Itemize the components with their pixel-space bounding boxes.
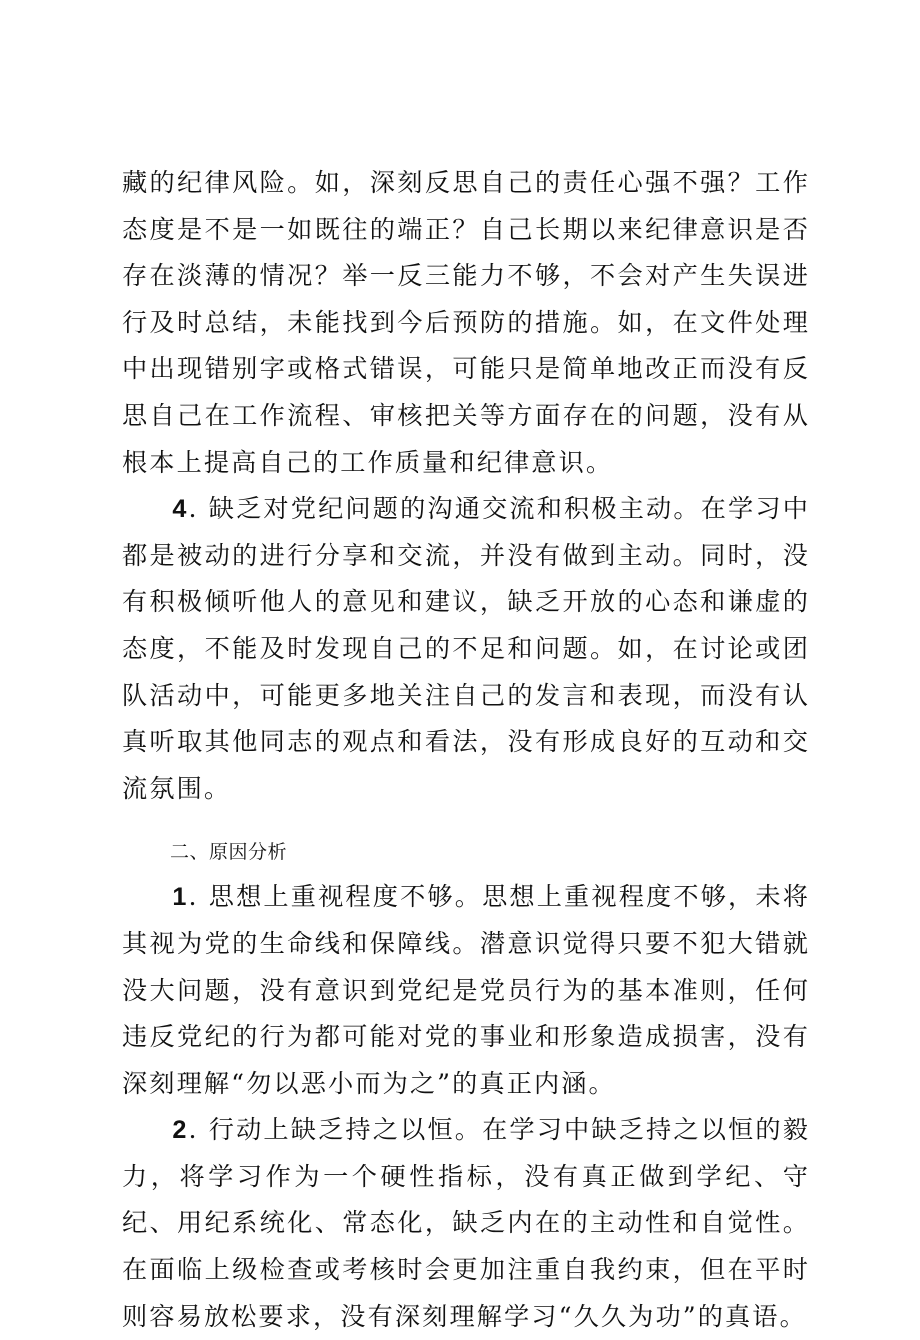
item-text: . 行动上缺乏持之以恒。在学习中缺乏持之以恒的毅力，将学习作为一个硬性指标，没有真正做到学纪、守纪、用纪系统化、常态化，缺乏内在的主动性和自觉性。在面临上级检查或考核时会更加注重自我约束，但在平时则容易放松要求，没有深刻理解学习“久久为功”的真语。 xyxy=(122,1115,810,1331)
intro-paragraph: 藏的纪律风险。如，深刻反思自己的责任心强不强？工作态度是不是一如既往的端正？自己长期以来纪律意识是否存在淡薄的情况？举一反三能力不够，不会对产生失误进行及时总结，未能找到今后预防的措施。如，在文件处理中出现错别字或格式错误，可能只是简单地改正而没有反思自己在工作流程、审核把关等方面存在的问题，没有从根本上提高自己的工作质量和纪律意识。 xyxy=(122,168,810,477)
item-number: 2 xyxy=(172,1116,189,1145)
problem-item-4 xyxy=(122,486,810,812)
document-body xyxy=(122,160,810,1340)
reason-item-1 xyxy=(122,874,810,1107)
reason-item-2 xyxy=(122,1107,810,1340)
item-number: 1 xyxy=(172,883,189,912)
item-text: . 思想上重视程度不够。思想上重视程度不够，未将其视为党的生命线和保障线。潜意识觉得只要不犯大错就没大问题，没有意识到党纪是党员行为的基本准则，任何违反党纪的行为都可能对党的事业和形象造成损害，没有深刻理解“勿以恶小而为之”的真正内涵。 xyxy=(122,882,810,1098)
item-text: . 缺乏对党纪问题的沟通交流和积极主动。在学习中都是被动的进行分享和交流，并没有做到主动。同时，没有积极倾听他人的意见和建议，缺乏开放的心态和谦虚的态度，不能及时发现自己的不足和问题。如，在讨论或团队活动中，可能更多地关注自己的发言和表现，而没有认真听取其他同志的观点和看法，没有形成良好的互动和交流氛围。 xyxy=(122,494,810,803)
item-number: 4 xyxy=(172,495,189,524)
section-heading: 二、原因分析 xyxy=(170,841,288,864)
